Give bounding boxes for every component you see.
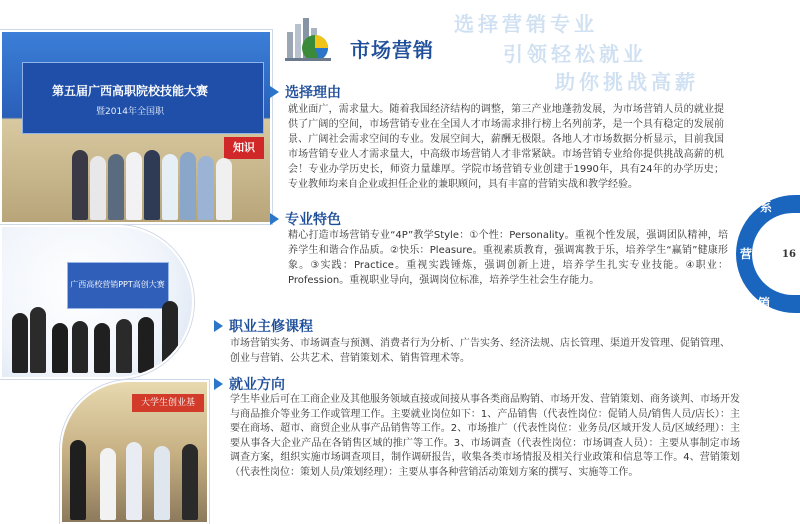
section-title: 选择理由 <box>285 85 341 101</box>
section-heading-reasons <box>270 82 341 102</box>
triangle-bullet-icon <box>270 86 279 98</box>
banner-text: 第五届广西高职院校技能大赛 <box>51 84 208 98</box>
slogan-line-3: 助你挑战高薪 <box>555 70 699 94</box>
shop-sign: 大学生创业基 <box>132 394 204 412</box>
triangle-bullet-icon <box>214 320 223 332</box>
tab-char-1: 系 <box>760 200 773 214</box>
section-body-courses: 市场营销实务、市场调查与预测、消费者行为分析、广告实务、经济法规、店长管理、渠道开发管理、促销管理、创业与营销、公共艺术、营销策划术、销售管理术等。 <box>230 338 730 364</box>
slogan-line-2: 引领轻松就业 <box>503 42 647 66</box>
banner-subtext: 暨2014年全国职 <box>96 107 164 117</box>
section-title: 就业方向 <box>229 377 285 393</box>
triangle-bullet-icon <box>214 378 223 390</box>
section-body-employment: 学生毕业后可在工商企业及其他服务领域直接或间接从事各类商品购销、市场开发、营销策划、商务谈判、市场开发与商品推介等业务工作或管理工作。主要就业岗位如下：1、产品销售（代表性岗位：促销人员/销售人员/店长）：主要在商场、超市、商贸企业从事产品销售等工作。2、市场推广（代表性岗位：业务员/区域开发人员/区域经理）：主要从事各大企业产品在各销售区域的推广等工作。3、市场调查（代表性岗位：市场调查人员）：主要从事制定市场调查方案，组织实施市场调查项目，制作调研报告，收集各类市场情报及相关行业政策和信息等工作。4、营销策划（代表性岗位：策划人员/策划经理）：主要从事各种营销活动策划方案的撰写、实施等工作。 <box>230 394 740 478</box>
section-heading-features <box>270 209 341 229</box>
section-title: 专业特色 <box>285 212 341 228</box>
competition-photo <box>0 30 272 224</box>
section-heading-courses <box>214 316 313 336</box>
banner-badge: 知识 <box>224 137 264 159</box>
award-group <box>12 297 182 373</box>
marketing-logo-icon <box>285 14 335 64</box>
award-group-photo <box>0 225 194 379</box>
tab-char-3: 销 <box>758 296 771 310</box>
student-group <box>72 142 232 220</box>
tab-char-2: 营 <box>740 247 753 261</box>
section-body-reasons: 就业面广，需求量大。随着我国经济结构的调整，第三产业地蓬勃发展，为市场营销人员的就业提供了广阔的空间，市场营销专业在全国人才市场需求排行榜上名列前茅，是一个具有稳定的发展前景、广阔社会需求空间的专业。发展空间大，薪酬无极限。各地人才市场数据分析显示，目前我国市场营销专业人才需求量大，中高级市场营销人才非常紧缺。市场营销专业给你提供挑战高薪的机会！专业办学历史长，师资力量雄厚。学院市场营销专业创建于1990年，具有24年的办学历史；专业教师均来自企业或担任企业的兼职顾问，具有丰富的营销实战和教学经验。 <box>288 104 724 190</box>
side-section-tab <box>736 195 800 313</box>
entrepreneurship-photo <box>60 380 209 524</box>
visitor-group <box>70 422 205 520</box>
page-title: 市场营销 <box>350 38 434 62</box>
page-number: 16 <box>782 249 796 260</box>
section-body-features: 精心打造市场营销专业“4P”教学Style：①个性：Personality。重视个性发展，强调团队精神，培养学生和谐合作品质。②快乐：Pleasure。重视素质教育，强调寓教于乐，培养学生“赢销”健康形象。③实践：Practice。重视实践锤炼，强调创新上进，培养学生扎实专业技能。④职业：Profession。重视职业导向，强调岗位标准，培养学生社会生存能力。 <box>288 230 728 286</box>
triangle-bullet-icon <box>270 213 279 225</box>
slogan-line-1: 选择营销专业 <box>454 12 598 36</box>
award-board-text: 广西高校营销PPT高创大赛 <box>70 280 165 289</box>
section-heading-employment <box>214 374 285 394</box>
section-title: 职业主修课程 <box>229 319 313 335</box>
